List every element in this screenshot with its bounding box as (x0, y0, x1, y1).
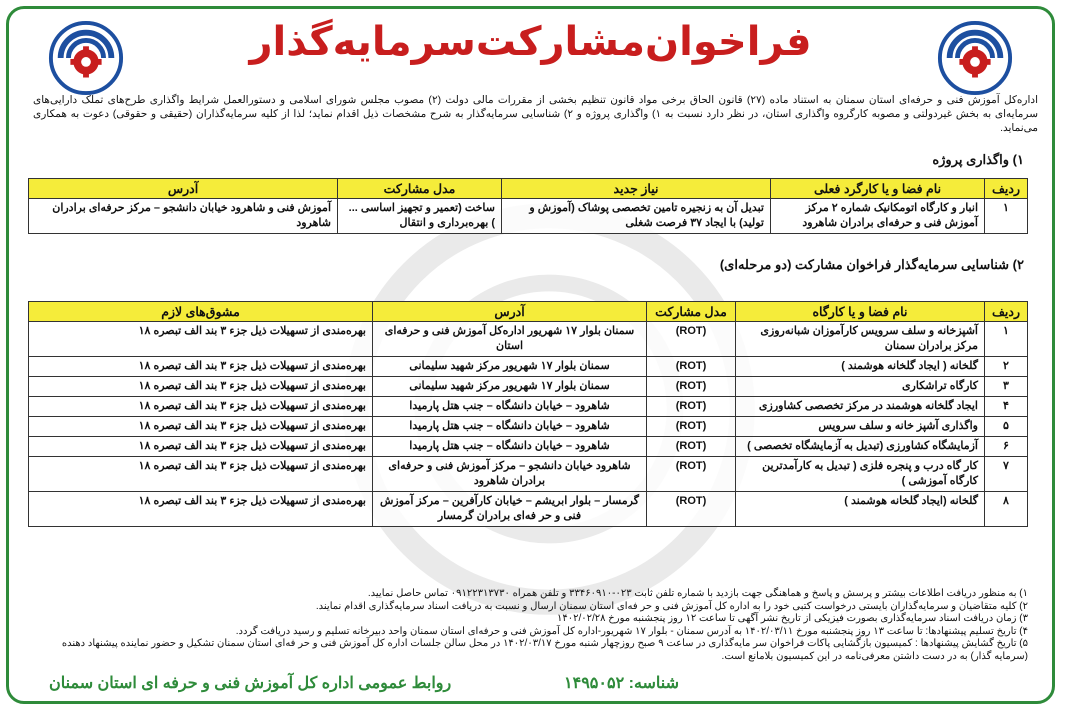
page-title: فراخوان‌مشارکت‌سرمایه‌گذار (249, 19, 812, 65)
space-name: کارگاه تراشکاری (736, 377, 985, 397)
row-number: ۶ (985, 437, 1028, 457)
notes (33, 588, 1028, 663)
address: گرمسار – بلوار ابریشم – خیابان کارآفرین – مرکز آموزش فنی و حر فه‌ای برادران گرمسار (373, 492, 647, 527)
incentive: بهره‌مندی از تسهیلات ذیل جزء ۳ بند الف تبصره ۱۸ (29, 417, 373, 437)
footer-id-value: ۱۴۹۵۰۵۲ (564, 675, 625, 692)
column-header-row-number: ردیف (985, 302, 1028, 322)
section-2-heading: ۲) شناسایی سرمایه‌گذار فراخوان مشارکت (دو مرحله‌ای) (719, 257, 1024, 272)
address: شاهرود – خیابان دانشگاه – جنب هتل پارمیدا (373, 397, 647, 417)
incentive: بهره‌مندی از تسهیلات ذیل جزء ۳ بند الف تبصره ۱۸ (29, 437, 373, 457)
note-item: ۵) تاریخ گشایش پیشنهادها : کمیسیون بازگشایی پاکات فراخوان سر مایه‌گذاری در ساعت ۹ صبح روزچهار شنبه مورخ ۱۴۰۲/۰۳/۱۷ در محل سالن جلسات اداره کل آموزش فنی و حر فه‌ای استان سمنان تشکیل و حضور نماینده پیشنهاد دهنده (سرمایه گذار) به در دست داشتن معرفی‌نامه در این کمیسیون بلامانع است. (61, 638, 1028, 662)
address: سمنان بلوار ۱۷ شهریور مرکز شهید سلیمانی (373, 357, 647, 377)
space-name: گلخانه (ایجاد گلخانه هوشمند ) (736, 492, 985, 527)
partnership-model: (ROT) (647, 397, 736, 417)
row-number: ۱ (985, 199, 1028, 234)
incentive: بهره‌مندی از تسهیلات ذیل جزء ۳ بند الف تبصره ۱۸ (29, 357, 373, 377)
column-header-partnership-model: مدل مشارکت (647, 302, 736, 322)
note-item: ۳) زمان دریافت اسناد سرمایه‌گذاری بصورت فیزیکی از تاریخ نشر آگهی تا ساعت ۱۲ روز پنجشنبه مورخ ۱۴۰۲/۰۲/۲۸ (556, 613, 1028, 624)
intro-paragraph: اداره‌کل آموزش فنی و حرفه‌ای استان سمنان به استناد ماده (۲۷) قانون الحاق برخی مواد قانون تنظیم بخشی از مقررات مالی دولت (۲) مصوب مجلس شورای اسلامی و دستورالعمل شرایط واگذاری طرح‌های تملک دارایی‌های سرمایه‌ای به بخش غیردولتی و مصوبه کارگروه واگذاری استان، در نظر دارد نسبت به ۱) واگذاری پروژه و ۲) شناسایی سرمایه‌گذار به شرح مشخصات ذیل اقدام نماید؛ لذا از کلیه سرمایه‌گذاران (حقیقی و حقوقی) دعوت به همکاری می‌نماید. (33, 94, 1038, 134)
incentive: بهره‌مندی از تسهیلات ذیل جزء ۳ بند الف تبصره ۱۸ (29, 377, 373, 397)
table-row (29, 199, 1028, 234)
section-1-heading: ۱) واگذاری پروژه (932, 152, 1024, 167)
announcement-frame (6, 6, 1055, 704)
row-number: ۵ (985, 417, 1028, 437)
space-name: آشپزخانه و سلف سرویس کارآموزان شبانه‌روزی مرکز برادران سمنان (736, 322, 985, 357)
row-number: ۲ (985, 357, 1028, 377)
space-name: گلخانه ( ایجاد گلخانه هوشمند ) (736, 357, 985, 377)
row-number: ۴ (985, 397, 1028, 417)
partnership-model: (ROT) (647, 457, 736, 492)
incentive: بهره‌مندی از تسهیلات ذیل جزء ۳ بند الف تبصره ۱۸ (29, 322, 373, 357)
column-header-space-name: نام فضا و یا کارگاه (736, 302, 985, 322)
address: شاهرود خیابان دانشجو – مرکز آموزش فنی و حرفه‌ای برادران شاهرود (373, 457, 647, 492)
column-header-partnership-model: مدل مشارکت (338, 179, 502, 199)
partnership-model: ساخت (تعمیر و تجهیز اساسی ... ) بهره‌برداری و انتقال (338, 199, 502, 234)
row-number: ۸ (985, 492, 1028, 527)
incentive: بهره‌مندی از تسهیلات ذیل جزء ۳ بند الف تبصره ۱۸ (29, 397, 373, 417)
note-item: ۲) کلیه متقاضیان و سرمایه‌گذاران بایستی درخواست کتبی خود را به اداره کل آموزش فنی و حر فه‌ای استان سمنان ارسال و نسبت به دریافت اسناد سرمایه‌گذاری اقدام نمایند. (315, 600, 1028, 612)
column-header-row-number: ردیف (985, 179, 1028, 199)
table-row (29, 457, 1028, 492)
row-number: ۳ (985, 377, 1028, 397)
incentive: بهره‌مندی از تسهیلات ذیل جزء ۳ بند الف تبصره ۱۸ (29, 492, 373, 527)
table-header-row (29, 179, 1028, 199)
partnership-model: (ROT) (647, 437, 736, 457)
new-need: تبدیل آن به زنجیره تامین تخصصی پوشاک (آموزش و تولید) با ایجاد ۳۷ فرصت شغلی (502, 199, 771, 234)
note-item: ۱) به منظور دریافت اطلاعات بیشتر و پرسش و پاسخ و هماهنگی جهت بازدید با شماره تلفن ثابت ۰۲۳-۳۳۴۶۰۹۱۰ و تلفن همراه ۰۹۱۲۲۳۱۳۷۳۰ تماس حاصل نمایید. (367, 588, 1028, 599)
space-name: کار گاه درب و پنجره فلزی ( تبدیل به کارآمدترین کارگاه آموزشی ) (736, 457, 985, 492)
space-name: ایجاد گلخانه هوشمند در مرکز تخصصی کشاورزی (736, 397, 985, 417)
column-header-address: آدرس (373, 302, 647, 322)
address: آموزش فنی و شاهرود خیابان دانشجو – مرکز حرفه‌ای برادران شاهرود (29, 199, 338, 234)
address: سمنان بلوار ۱۷ شهریور مرکز شهید سلیمانی (373, 377, 647, 397)
table-row (29, 397, 1028, 417)
column-header-address: آدرس (29, 179, 338, 199)
partnership-model: (ROT) (647, 322, 736, 357)
row-number: ۷ (985, 457, 1028, 492)
investor-identification-table (28, 301, 1028, 527)
table-row (29, 377, 1028, 397)
space-name: آزمایشگاه کشاورزی (تبدیل به آزمایشگاه تخصصی ) (736, 437, 985, 457)
row-number: ۱ (985, 322, 1028, 357)
address: شاهرود – خیابان دانشگاه – جنب هتل پارمیدا (373, 417, 647, 437)
table-header-row (29, 302, 1028, 322)
header (9, 9, 1052, 97)
column-header-space-name: نام فضا و یا کارگرد فعلی (771, 179, 985, 199)
partnership-model: (ROT) (647, 492, 736, 527)
footer-organization: روابط عمومی اداره کل آموزش فنی و حرفه ای استان سمنان (49, 675, 452, 692)
space-name: واگذاری آشپز خانه و سلف سرویس (736, 417, 985, 437)
column-header-incentives: مشوق‌های لازم (29, 302, 373, 322)
partnership-model: (ROT) (647, 417, 736, 437)
address: شاهرود – خیابان دانشگاه – جنب هتل پارمیدا (373, 437, 647, 457)
table-row (29, 437, 1028, 457)
note-item: ۴) تاریخ تسلیم پیشنهادها: تا ساعت ۱۳ روز پنجشنبه مورخ ۱۴۰۲/۰۳/۱۱ به آدرس سمنان - بلوار ۱۷ شهریور-اداره کل آموزش فنی و حرفه‌ای استان سمنان واحد دبیرخانه تسلیم و رسید دریافت گردد. (235, 625, 1028, 637)
column-header-new-need: نیاز جدید (502, 179, 771, 199)
space-name: انبار و کارگاه اتومکانیک شماره ۲ مرکز آموزش فنی و حرفه‌ای برادران شاهرود (771, 199, 985, 234)
partnership-model: (ROT) (647, 357, 736, 377)
table-row (29, 417, 1028, 437)
footer-id-label: شناسه: (628, 675, 680, 692)
table-row (29, 492, 1028, 527)
footer-id (564, 673, 679, 693)
table-row (29, 357, 1028, 377)
table-row (29, 322, 1028, 357)
project-transfer-table (28, 178, 1028, 234)
address: سمنان بلوار ۱۷ شهریور اداره‌کل آموزش فنی و حرفه‌ای استان (373, 322, 647, 357)
partnership-model: (ROT) (647, 377, 736, 397)
incentive: بهره‌مندی از تسهیلات ذیل جزء ۳ بند الف تبصره ۱۸ (29, 457, 373, 492)
